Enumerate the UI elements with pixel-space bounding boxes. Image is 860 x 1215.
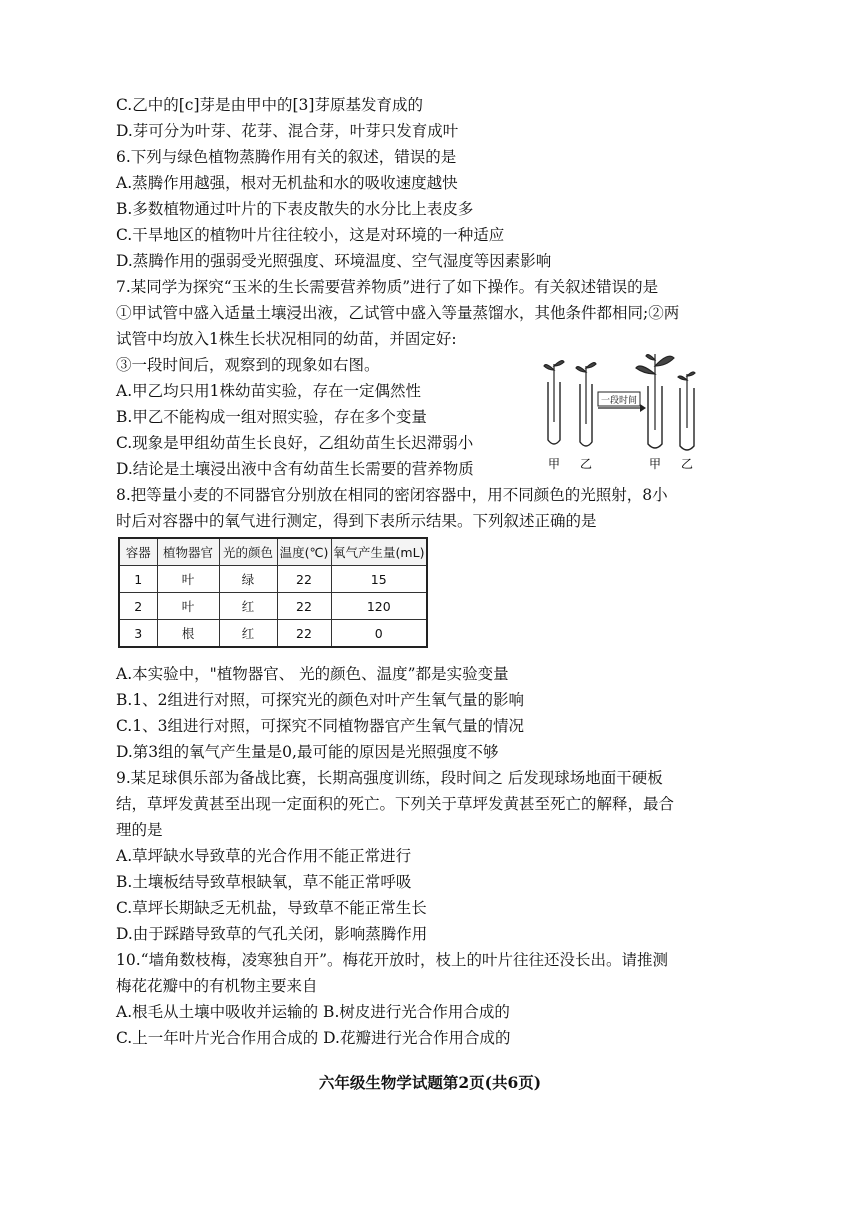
test-tube-figure <box>540 352 715 474</box>
table-row <box>119 620 427 648</box>
table-cell: 22 <box>277 593 331 620</box>
option-line: D.蒸腾作用的强弱受光照强度、环境温度、空气湿度等因素影响 <box>116 252 552 270</box>
text-line: ①甲试管中盛入适量土壤浸出液，乙试管中盛入等量蒸馏水，其他条件都相同;②两 <box>116 304 680 322</box>
option-line: B.土壤板结导致草根缺氧，草不能正常呼吸 <box>116 873 412 891</box>
table-cell: 0 <box>331 620 427 648</box>
text-line: 时后对容器中的氧气进行测定，得到下表所示结果。下列叙述正确的是 <box>116 512 597 530</box>
table-cell: 叶 <box>157 566 219 593</box>
results-table <box>118 537 428 648</box>
option-line: C.现象是甲组幼苗生长良好，乙组幼苗生长迟滞弱小 <box>116 434 474 452</box>
option-line: C.上一年叶片光合作用合成的 D.花瓣进行光合作用合成的 <box>116 1029 511 1047</box>
tube-label: 甲 <box>547 457 561 471</box>
table-cell: 红 <box>219 620 277 648</box>
option-line: C.草坪长期缺乏无机盐，导致草不能正常生长 <box>116 899 427 917</box>
tube-label: 甲 <box>648 457 662 471</box>
table-cell: 红 <box>219 593 277 620</box>
question-10-stem: 10.“墙角数枝梅，凌寒独自开”。梅花开放时，枝上的叶片往往还没长出。请推测 <box>116 951 669 969</box>
tube-label: 乙 <box>680 457 694 471</box>
option-line: D.结论是土壤浸出液中含有幼苗生长需要的营养物质 <box>116 460 474 478</box>
question-6-stem: 6.下列与绿色植物蒸腾作用有关的叙述，错误的是 <box>116 148 457 166</box>
table-cell: 22 <box>277 620 331 648</box>
text-line: C.乙中的[c]芽是由甲中的[3]芽原基发育成的 <box>116 96 423 114</box>
option-line: A.根毛从土壤中吸收并运输的 B.树皮进行光合作用合成的 <box>116 1003 510 1021</box>
option-line: B.甲乙不能构成一组对照实验，存在多个变量 <box>116 408 427 426</box>
table-cell: 根 <box>157 620 219 648</box>
option-line: B.1、2组进行对照，可探究光的颜色对叶产生氧气量的影响 <box>116 691 525 709</box>
table-header-row <box>119 538 427 566</box>
table-cell: 叶 <box>157 593 219 620</box>
option-line: A.草坪缺水导致草的光合作用不能正常进行 <box>116 847 412 865</box>
option-line: C.1、3组进行对照，可探究不同植物器官产生氧气量的情况 <box>116 717 524 735</box>
table-row <box>119 593 427 620</box>
page-footer: 六年级生物学试题第2页(共6页) <box>318 1073 542 1092</box>
table-header: 氧气产生量(mL) <box>331 538 427 566</box>
option-line: A.甲乙均只用1株幼苗实验，存在一定偶然性 <box>116 382 421 400</box>
table-cell: 3 <box>119 620 157 648</box>
table-cell: 1 <box>119 566 157 593</box>
option-line: A.本实验中，"植物器官、 光的颜色、温度”都是实验变量 <box>116 665 509 683</box>
option-line: C.干旱地区的植物叶片往往较小，这是对环境的一种适应 <box>116 226 505 244</box>
text-line: 结，草坪发黄甚至出现一定面积的死亡。下列关于草坪发黄甚至死亡的解释，最合 <box>116 795 675 813</box>
text-line: ③一段时间后，观察到的现象如右图。 <box>116 356 380 374</box>
table-cell: 15 <box>331 566 427 593</box>
option-line: D.第3组的氧气产生量是0,最可能的原因是光照强度不够 <box>116 743 499 761</box>
tube-label: 乙 <box>579 457 593 471</box>
question-8-stem: 8.把等量小麦的不同器官分别放在相同的密闭容器中，用不同颜色的光照射，8小 <box>116 486 668 504</box>
text-line: 试管中均放入1株生长状况相同的幼苗，并固定好: <box>116 330 457 348</box>
table-header: 植物器官 <box>157 538 219 566</box>
table-header: 温度(℃) <box>277 538 331 566</box>
question-9-stem: 9.某足球俱乐部为备战比赛，长期高强度训练，段时间之 后发现球场地面干硬板 <box>116 769 663 787</box>
table-cell: 2 <box>119 593 157 620</box>
table-row <box>119 566 427 593</box>
table-header: 光的颜色 <box>219 538 277 566</box>
table-header: 容器 <box>119 538 157 566</box>
text-line: 理的是 <box>116 821 163 839</box>
question-7-stem: 7.某同学为探究“玉米的生长需要营养物质”进行了如下操作。有关叙述错误的是 <box>116 278 659 296</box>
text-line: 梅花花瓣中的有机物主要来自 <box>116 977 318 995</box>
option-line: D.由于踩踏导致草的气孔关闭，影响蒸腾作用 <box>116 925 428 943</box>
text-line: D.芽可分为叶芽、花芽、混合芽，叶芽只发育成叶 <box>116 122 459 140</box>
table-cell: 120 <box>331 593 427 620</box>
arrow-label: 一段时间 <box>600 396 638 406</box>
table-cell: 绿 <box>219 566 277 593</box>
option-line: B.多数植物通过叶片的下表皮散失的水分比上表皮多 <box>116 200 474 218</box>
table-cell: 22 <box>277 566 331 593</box>
option-line: A.蒸腾作用越强，根对无机盐和水的吸收速度越快 <box>116 174 458 192</box>
